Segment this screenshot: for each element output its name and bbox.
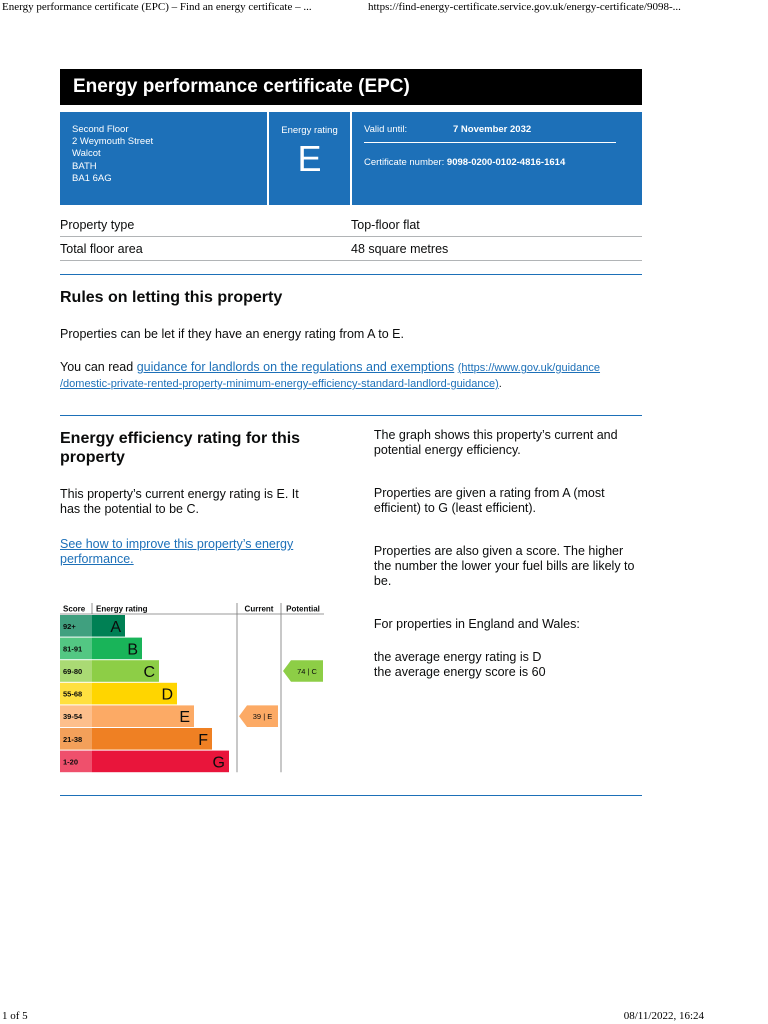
rating-band-g: [92, 751, 229, 773]
score-range-g: 1-20: [63, 757, 79, 767]
floor-area-label: Total floor area: [60, 241, 143, 256]
efficiency-left-column: [60, 429, 348, 773]
address-line: 2 Weymouth Street: [72, 136, 154, 148]
guidance-prefix: You can read: [60, 360, 137, 374]
certificate-validity: [352, 112, 642, 205]
valid-until-label: Valid until:: [364, 124, 408, 135]
print-page-title: Energy performance certificate (EPC) – Find an energy certificate – ...: [2, 1, 312, 13]
energy-rating-letter: E: [297, 138, 322, 179]
improve-paragraph: [60, 537, 320, 567]
floor-area-value: 48 square metres: [351, 241, 449, 256]
print-datetime: 08/11/2022, 16:24: [623, 1010, 704, 1022]
potential-rating-label: 74 | C: [297, 667, 317, 676]
efficiency-right-column: [374, 429, 642, 773]
efficiency-heading: Energy efficiency rating for this property: [60, 430, 301, 466]
score-range-d: 55-68: [63, 689, 83, 699]
rating-band-letter-c: C: [143, 664, 155, 681]
address-line: Walcot: [72, 148, 101, 160]
page-title: Energy performance certificate (EPC): [60, 69, 642, 105]
certificate-summary: [60, 112, 642, 205]
score-range-e: 39-54: [63, 712, 83, 722]
energy-rating-label: Energy rating: [281, 125, 338, 136]
epc-page: [60, 69, 642, 796]
rules-guidance-paragraph: [60, 360, 642, 392]
print-header: [0, 0, 768, 16]
certificate-number-value: 9098-0200-0102-4816-1614: [446, 157, 566, 168]
rating-band-f: [92, 728, 212, 750]
rating-band-letter-b: B: [127, 641, 138, 659]
region-note: For properties in England and Wales:: [373, 617, 580, 631]
current-rating-label: 39 | E: [252, 712, 273, 722]
rating-band-letter-g: G: [212, 754, 225, 772]
print-page-number: 1 of 5: [2, 1010, 28, 1022]
energy-rating-graph: [60, 603, 330, 773]
improve-link[interactable]: See how to improve this property’s energy performance.: [60, 537, 294, 566]
rating-band-letter-e: E: [179, 709, 190, 727]
efficiency-section: [60, 429, 642, 773]
section-divider: [60, 415, 642, 416]
floor-area-row: [60, 237, 642, 261]
property-address: [60, 112, 267, 205]
print-footer: [0, 1008, 768, 1024]
rating-band-letter-f: F: [198, 731, 208, 749]
property-type-row: [60, 213, 642, 237]
valid-until-row: [364, 124, 616, 143]
header-potential: Potential: [286, 604, 320, 614]
property-type-value: Top-floor flat: [351, 217, 420, 232]
rating-band-letter-a: A: [110, 618, 121, 636]
section-divider: [60, 274, 642, 275]
average-score: the average energy score is 60: [373, 665, 546, 679]
address-line: BA1 6AG: [72, 172, 112, 184]
certificate-number-label: Certificate number:: [364, 157, 445, 168]
score-range-a: 92+: [63, 621, 76, 631]
property-details: [60, 213, 642, 261]
header-score: Score: [63, 604, 86, 614]
valid-until-value: 7 November 2032: [453, 124, 532, 135]
guidance-url-line: (https://www.gov.uk/guidance: [457, 362, 601, 374]
guidance-link[interactable]: guidance for landlords on the regulations and exemptions: [136, 360, 455, 374]
current-rating-text: This property’s current energy rating is E. It has the potential to be C.: [60, 487, 299, 516]
property-type-label: Property type: [60, 217, 135, 232]
rules-heading: Rules on letting this property: [60, 289, 283, 306]
guidance-suffix: .: [498, 378, 502, 390]
print-page-url: https://find-energy-certificate.service.gov.uk/energy-certificate/9098-...: [368, 1, 681, 13]
average-rating: the average energy rating is D: [373, 650, 542, 664]
certificate-number-row: [364, 157, 630, 168]
address-line: Second Floor: [72, 124, 129, 135]
score-explanation: Properties are also given a score. The higher the number the lower your fuel bills are likely to be.: [373, 544, 635, 588]
rating-band-letter-d: D: [161, 686, 173, 704]
score-range-f: 21-38: [63, 734, 83, 744]
section-divider: [60, 795, 642, 796]
guidance-url-line: /domestic-private-rented-property-minimum-energy-efficiency-standard-landlord-guidance): [60, 378, 499, 390]
score-range-b: 81-91: [63, 644, 83, 654]
rating-explanation: Properties are given a rating from A (most efficient) to G (least efficient).: [373, 486, 605, 515]
graph-explanation: The graph shows this property’s current and potential energy efficiency.: [373, 428, 618, 457]
energy-rating-box: [269, 112, 350, 205]
header-current: Current: [244, 604, 274, 614]
score-range-c: 69-80: [63, 667, 83, 676]
rules-paragraph: Properties can be let if they have an energy rating from A to E.: [60, 327, 404, 341]
address-line: BATH: [72, 160, 97, 172]
energy-rating-chart: [60, 603, 330, 773]
header-energy-rating: Energy rating: [96, 604, 148, 614]
